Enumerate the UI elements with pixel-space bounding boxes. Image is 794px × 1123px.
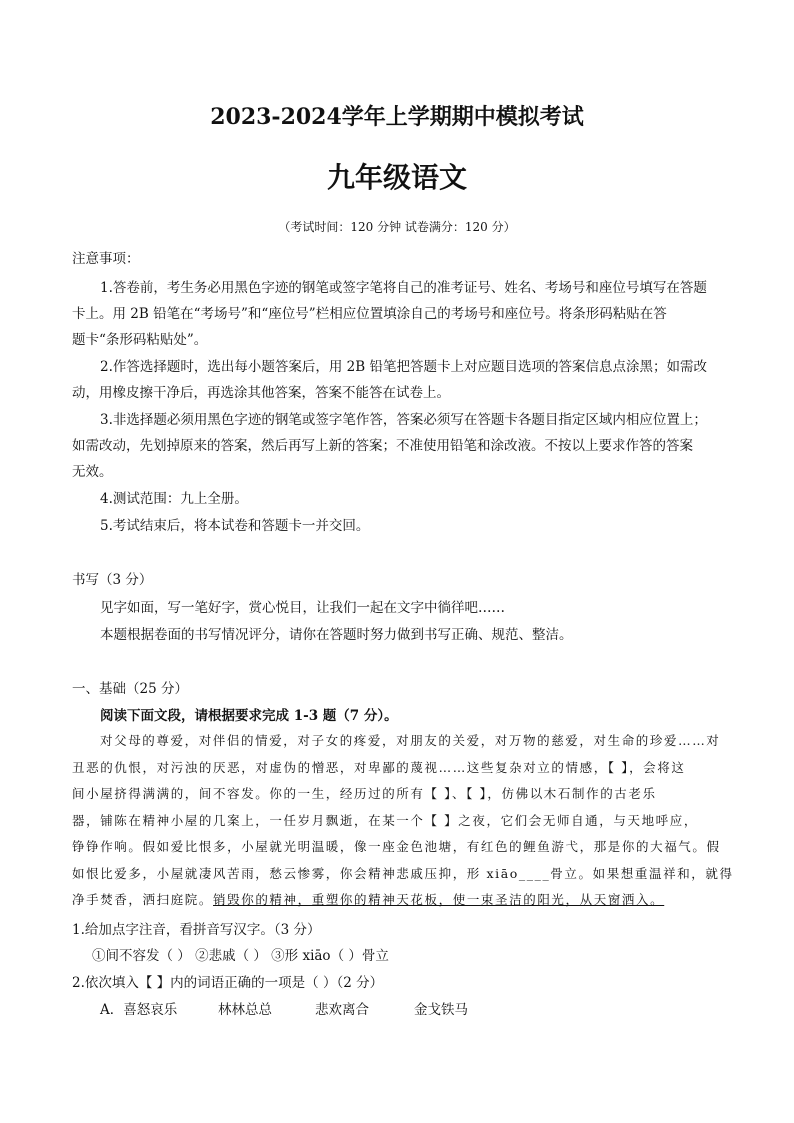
- writing-heading: 书写（3 分）: [72, 572, 153, 588]
- passage-line: 铮铮作响。假如爱比恨多，小屋就光明温暖，像一座金色池塘，有红色的鲤鱼游弋，那是你的大福气。假: [72, 839, 721, 854]
- option-a-3: 悲欢离合: [315, 1002, 369, 1018]
- notice-line: 如需改动，先划掉原来的答案，然后再写上新的答案；不准使用铅笔和涂改液。不按以上要求作答的答案: [72, 438, 693, 454]
- notice-line: 卡上。用 2B 铅笔在“考场号”和“座位号”栏相应位置填涂自己的考场号和座位号。将条形码粘贴在答: [72, 306, 667, 322]
- question-2: 2.依次填入【 】内的词语正确的一项是（ ）（2 分）: [72, 975, 384, 991]
- subject-title: 九年级语文: [326, 161, 467, 194]
- option-a-2: 林林总总: [218, 1002, 272, 1018]
- writing-line: 本题根据卷面的书写情况评分，请你在答题时努力做到书写正确、规范、整洁。: [100, 627, 573, 643]
- option-a-1: A．喜怒哀乐: [100, 1002, 178, 1018]
- passage-line: 间小屋挤得满满的，间不容发。你的一生，经历过的所有【 】、【 】，仿佛以木石制作的古老乐: [72, 786, 657, 801]
- notice-line: 2.作答选择题时，选出每小题答案后，用 2B 铅笔把答题卡上对应题目选项的答案信息点涂黑；如需改: [100, 359, 707, 375]
- passage-line: 器，铺陈在精神小屋的几案上，一任岁月飘逝，在某一个【 】之夜，它们会无师自通，与天地呼应，: [72, 813, 698, 828]
- passage-line: 如恨比爱多，小屋就凄风苦雨，愁云惨雾，你会精神悲戚压抑，形 xiāo____骨立。如果想重温祥和，就得: [72, 866, 734, 881]
- exam-title: 2023-2024学年上学期期中模拟考试: [210, 104, 584, 130]
- notice-line: 动，用橡皮擦干净后，再选涂其他答案，答案不能答在试卷上。: [72, 385, 450, 401]
- notice-line: 无效。: [72, 464, 113, 480]
- notice-heading: 注意事项：: [72, 251, 140, 267]
- writing-line: 见字如面，写一笔好字，赏心悦目，让我们一起在文字中徜徉吧……: [100, 600, 505, 616]
- passage-line: 丑恶的仇恨，对污浊的厌恶，对虚伪的憎恶，对卑鄙的蔑视……这些复杂对立的情感，【 】，会将这: [72, 760, 686, 775]
- option-a-4: 金戈铁马: [414, 1002, 468, 1018]
- notice-line: 3.非选择题必须用黑色字迹的钢笔或签字笔作答，答案必须写在答题卡各题目指定区域内相应位置上；: [100, 412, 707, 428]
- passage-line: [72, 890, 664, 908]
- section-heading: 一、基础（25 分）: [72, 681, 188, 697]
- passage-text: 净手焚香，洒扫庭院。: [72, 892, 214, 907]
- question-1: 1.给加点字注音，看拼音写汉字。（3 分）: [72, 922, 321, 938]
- notice-line: 1.答卷前，考生务必用黑色字迹的钢笔或签字笔将自己的准考证号、姓名、考场号和座位号填写在答题: [100, 280, 707, 296]
- notice-line: 5.考试结束后，将本试卷和答题卡一并交回。: [100, 518, 370, 534]
- question-1-items: ①间不容发（ ） ②悲戚（ ） ③形 xiāo（ ）骨立: [92, 948, 389, 964]
- notice-line: 题卡“条形码粘贴处”。: [72, 332, 208, 348]
- reading-instruction: 阅读下面文段，请根据要求完成 1-3 题（7 分）。: [100, 708, 398, 724]
- underlined-sentence: 销毁你的精神，重塑你的精神天花板，使一束圣洁的阳光，从天窗洒入。: [213, 892, 665, 907]
- notice-line: 4.测试范围：九上全册。: [100, 491, 248, 507]
- passage-line: 对父母的尊爱，对伴侣的情爱，对子女的疼爱，对朋友的关爱，对万物的慈爱，对生命的珍爱……对: [100, 733, 721, 748]
- exam-info: （考试时间：120 分钟 试卷满分：120 分）: [278, 220, 516, 234]
